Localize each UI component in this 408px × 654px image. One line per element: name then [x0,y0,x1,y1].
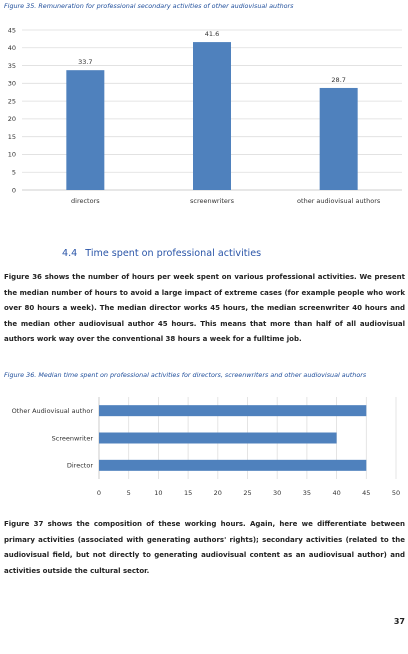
bar [320,88,358,190]
figure-35-bar-chart [0,12,408,212]
section-title: Time spent on professional activities [85,248,262,259]
paragraph-figure-37: Figure 37 shows the composition of these working hours. Again, here we differentiate between primary activities (associated with generating authors' rights); secondary activities (related to the audiovisual field, but not directly to generating audiovisual content as an audiovisual author) and activities outside the cultural sector. [4,520,405,575]
x-tick-label: 15 [183,489,193,497]
x-tick-label: 35 [302,489,312,497]
bar-data-label: 41.6 [204,30,220,39]
bar-data-label: 28.7 [331,75,346,84]
y-tick-label: 10 [7,150,16,159]
y-category-label: Other Audiovisual author [11,406,93,415]
y-tick-label: 30 [7,79,16,88]
paragraph-figure-36: Figure 36 shows the number of hours per week spent on various professional activities. We present the median number of hours to avoid a large impact of extreme cases (for example people who work over 80 hours a week). The median director works 45 hours, the median screenwriter 40 hours and the median other audiovisual author 45 hours. This means that more than half of all audiovisual authors work way over the conventional 38 hours a week for a fulltime job. [4,273,405,343]
x-tick-label: 50 [391,489,401,497]
bar [99,460,366,471]
page-number: 37 [393,617,405,626]
x-category-label: other audiovisual authors [297,197,381,205]
y-tick-label: 20 [7,115,16,124]
x-tick-label: 25 [243,489,252,497]
bar [99,433,337,444]
y-tick-label: 25 [7,97,16,106]
y-tick-label: 45 [7,26,16,35]
section-heading [62,248,261,259]
bar-data-label: 33.7 [78,58,93,67]
y-category-label: Director [66,461,93,470]
x-tick-label: 10 [154,489,163,497]
bar [99,405,366,416]
figure-36-caption: Figure 36. Median time spent on professional activities for directors, screenwriters and other audiovisual authors [4,371,367,379]
y-tick-label: 40 [7,44,16,53]
x-tick-label: 0 [96,489,102,497]
y-tick-label: 0 [11,186,16,195]
section-number: 4.4 [62,248,78,259]
x-tick-label: 40 [332,489,341,497]
y-tick-label: 35 [7,61,16,70]
y-tick-label: 5 [11,168,16,177]
bar [193,42,231,190]
x-category-label: directors [71,197,100,205]
figure-35-caption: Figure 35. Remuneration for professional secondary activities of other audiovisual authors [4,2,294,10]
y-category-label: Screenwriter [51,434,93,443]
figure-36-horizontal-bar-chart [0,392,408,504]
x-category-label: screenwriters [189,197,235,205]
x-tick-label: 5 [126,489,131,497]
y-tick-label: 15 [7,132,16,141]
x-tick-label: 45 [362,489,371,497]
x-tick-label: 20 [213,489,222,497]
bar [66,70,104,190]
x-tick-label: 30 [273,489,282,497]
